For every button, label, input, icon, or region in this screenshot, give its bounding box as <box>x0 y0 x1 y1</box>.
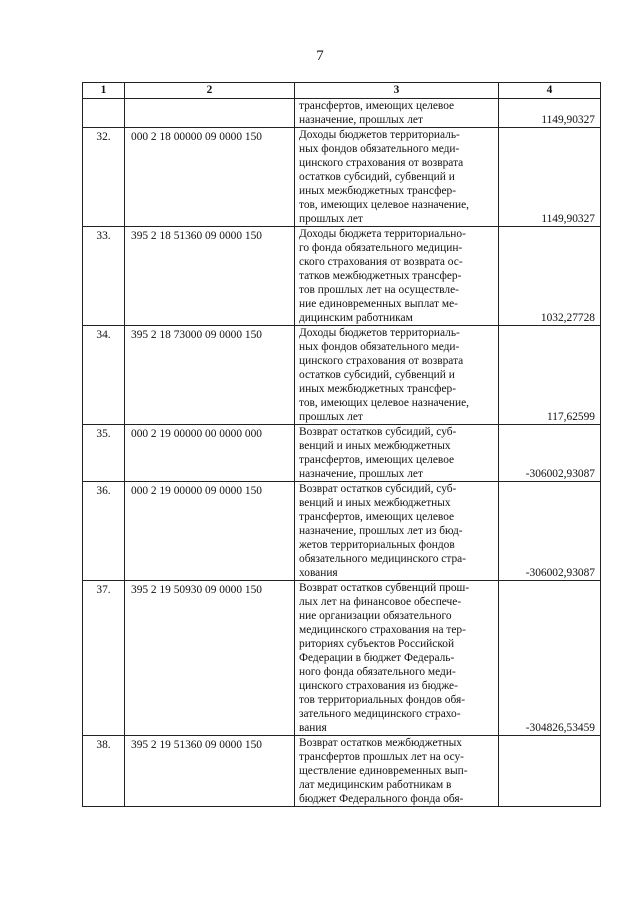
description-line: цинского страхования от возврата <box>299 355 464 367</box>
row-number: 34. <box>83 326 125 425</box>
row-amount <box>499 736 601 807</box>
description-line: остатков субсидий, субвенций и <box>299 171 455 183</box>
header-col-3: 3 <box>295 83 499 99</box>
description-line: прошлых лет <box>299 213 363 225</box>
budget-code <box>125 99 295 128</box>
row-number: 37. <box>83 581 125 736</box>
description-line: ние организации обязательного <box>299 610 452 622</box>
row-description <box>295 227 499 326</box>
description-line: Доходы бюджета территориально- <box>299 228 466 240</box>
description-line: риториях субъектов Российской <box>299 638 455 650</box>
row-description <box>295 482 499 581</box>
row-amount: -306002,93087 <box>499 425 601 482</box>
description-line: лых лет на финансовое обеспече- <box>299 596 462 608</box>
row-number: 33. <box>83 227 125 326</box>
row-amount: -304826,53459 <box>499 581 601 736</box>
row-description <box>295 128 499 227</box>
description-line: татков межбюджетных трансфер- <box>299 270 462 282</box>
budget-code: 395 2 19 51360 09 0000 150 <box>125 736 295 807</box>
budget-code: 000 2 18 00000 09 0000 150 <box>125 128 295 227</box>
budget-code: 395 2 18 73000 09 0000 150 <box>125 326 295 425</box>
budget-code: 395 2 19 50930 09 0000 150 <box>125 581 295 736</box>
page-number: 7 <box>316 48 324 64</box>
description-line: ных фондов обязательного меди- <box>299 341 460 353</box>
row-number <box>83 99 125 128</box>
row-amount: -306002,93087 <box>499 482 601 581</box>
row-amount: 1149,90327 <box>499 99 601 128</box>
description-line: бюджет Федерального фонда обя- <box>299 793 464 805</box>
description-line: трансфертов, имеющих целевое <box>299 511 455 523</box>
row-number: 38. <box>83 736 125 807</box>
description-line: трансфертов, имеющих целевое <box>299 100 455 112</box>
description-line: зательного медицинского страхо- <box>299 708 461 720</box>
description-line: венций и иных межбюджетных <box>299 440 451 452</box>
description-line: Доходы бюджетов территориаль- <box>299 327 460 339</box>
description-line: медицинского страхования на тер- <box>299 624 466 636</box>
description-line: цинского страхования из бюдже- <box>299 680 458 692</box>
row-description <box>295 736 499 807</box>
budget-code: 000 2 19 00000 00 0000 000 <box>125 425 295 482</box>
description-line: цинского страхования от возврата <box>299 157 464 169</box>
description-line: трансфертов, имеющих целевое <box>299 454 455 466</box>
description-line: Возврат остатков субсидий, суб- <box>299 426 457 438</box>
description-line: остатков субсидий, субвенций и <box>299 369 455 381</box>
description-line: иных межбюджетных трансфер- <box>299 185 457 197</box>
description-line: Возврат остатков межбюджетных <box>299 737 462 749</box>
table-row <box>83 99 601 128</box>
row-description <box>295 99 499 128</box>
table-row <box>83 581 601 736</box>
description-line: Федерации в бюджет Федераль- <box>299 652 455 664</box>
table-row <box>83 425 601 482</box>
table-row <box>83 326 601 425</box>
description-line: назначение, прошлых лет из бюд- <box>299 525 463 537</box>
description-line: обязательного медицинского стра- <box>299 553 466 565</box>
description-line: тов, имеющих целевое назначение, <box>299 199 470 211</box>
row-number: 36. <box>83 482 125 581</box>
description-line: хования <box>299 567 338 579</box>
description-line: иных межбюджетных трансфер- <box>299 383 457 395</box>
description-line: вания <box>299 722 327 734</box>
header-col-2: 2 <box>125 83 295 99</box>
description-line: жетов территориальных фондов <box>299 539 455 551</box>
header-col-4: 4 <box>499 83 601 99</box>
table-body <box>83 99 601 807</box>
budget-table <box>82 82 601 807</box>
table-header-row <box>83 83 601 99</box>
description-line: лат медицинским работникам в <box>299 779 452 791</box>
row-amount: 1032,27728 <box>499 227 601 326</box>
description-line: тов прошлых лет на осуществле- <box>299 284 459 296</box>
budget-code: 000 2 19 00000 09 0000 150 <box>125 482 295 581</box>
description-line: ского страхования от возврата ос- <box>299 256 463 268</box>
table-row <box>83 736 601 807</box>
description-line: прошлых лет <box>299 411 363 423</box>
description-line: Доходы бюджетов территориаль- <box>299 129 460 141</box>
description-line: ществление единовременных вып- <box>299 765 468 777</box>
description-line: назначение, прошлых лет <box>299 468 423 480</box>
row-description <box>295 326 499 425</box>
row-description <box>295 425 499 482</box>
description-line: ных фондов обязательного меди- <box>299 143 460 155</box>
description-line: Возврат остатков субсидий, суб- <box>299 483 457 495</box>
table-row <box>83 227 601 326</box>
description-line: ние единовременных выплат ме- <box>299 298 458 310</box>
row-number: 35. <box>83 425 125 482</box>
header-col-1: 1 <box>83 83 125 99</box>
row-description <box>295 581 499 736</box>
row-amount: 1149,90327 <box>499 128 601 227</box>
row-amount: 117,62599 <box>499 326 601 425</box>
table-row <box>83 128 601 227</box>
description-line: венций и иных межбюджетных <box>299 497 451 509</box>
description-line: го фонда обязательного медицин- <box>299 242 463 254</box>
description-line: тов, имеющих целевое назначение, <box>299 397 470 409</box>
description-line: тов территориальных фондов обя- <box>299 694 466 706</box>
table-row <box>83 482 601 581</box>
description-line: трансфертов прошлых лет на осу- <box>299 751 464 763</box>
description-line: ного фонда обязательного меди- <box>299 666 456 678</box>
budget-code: 395 2 18 51360 09 0000 150 <box>125 227 295 326</box>
row-number: 32. <box>83 128 125 227</box>
description-line: дицинским работникам <box>299 312 413 324</box>
description-line: Возврат остатков субвенций прош- <box>299 582 470 594</box>
description-line: назначение, прошлых лет <box>299 114 423 126</box>
